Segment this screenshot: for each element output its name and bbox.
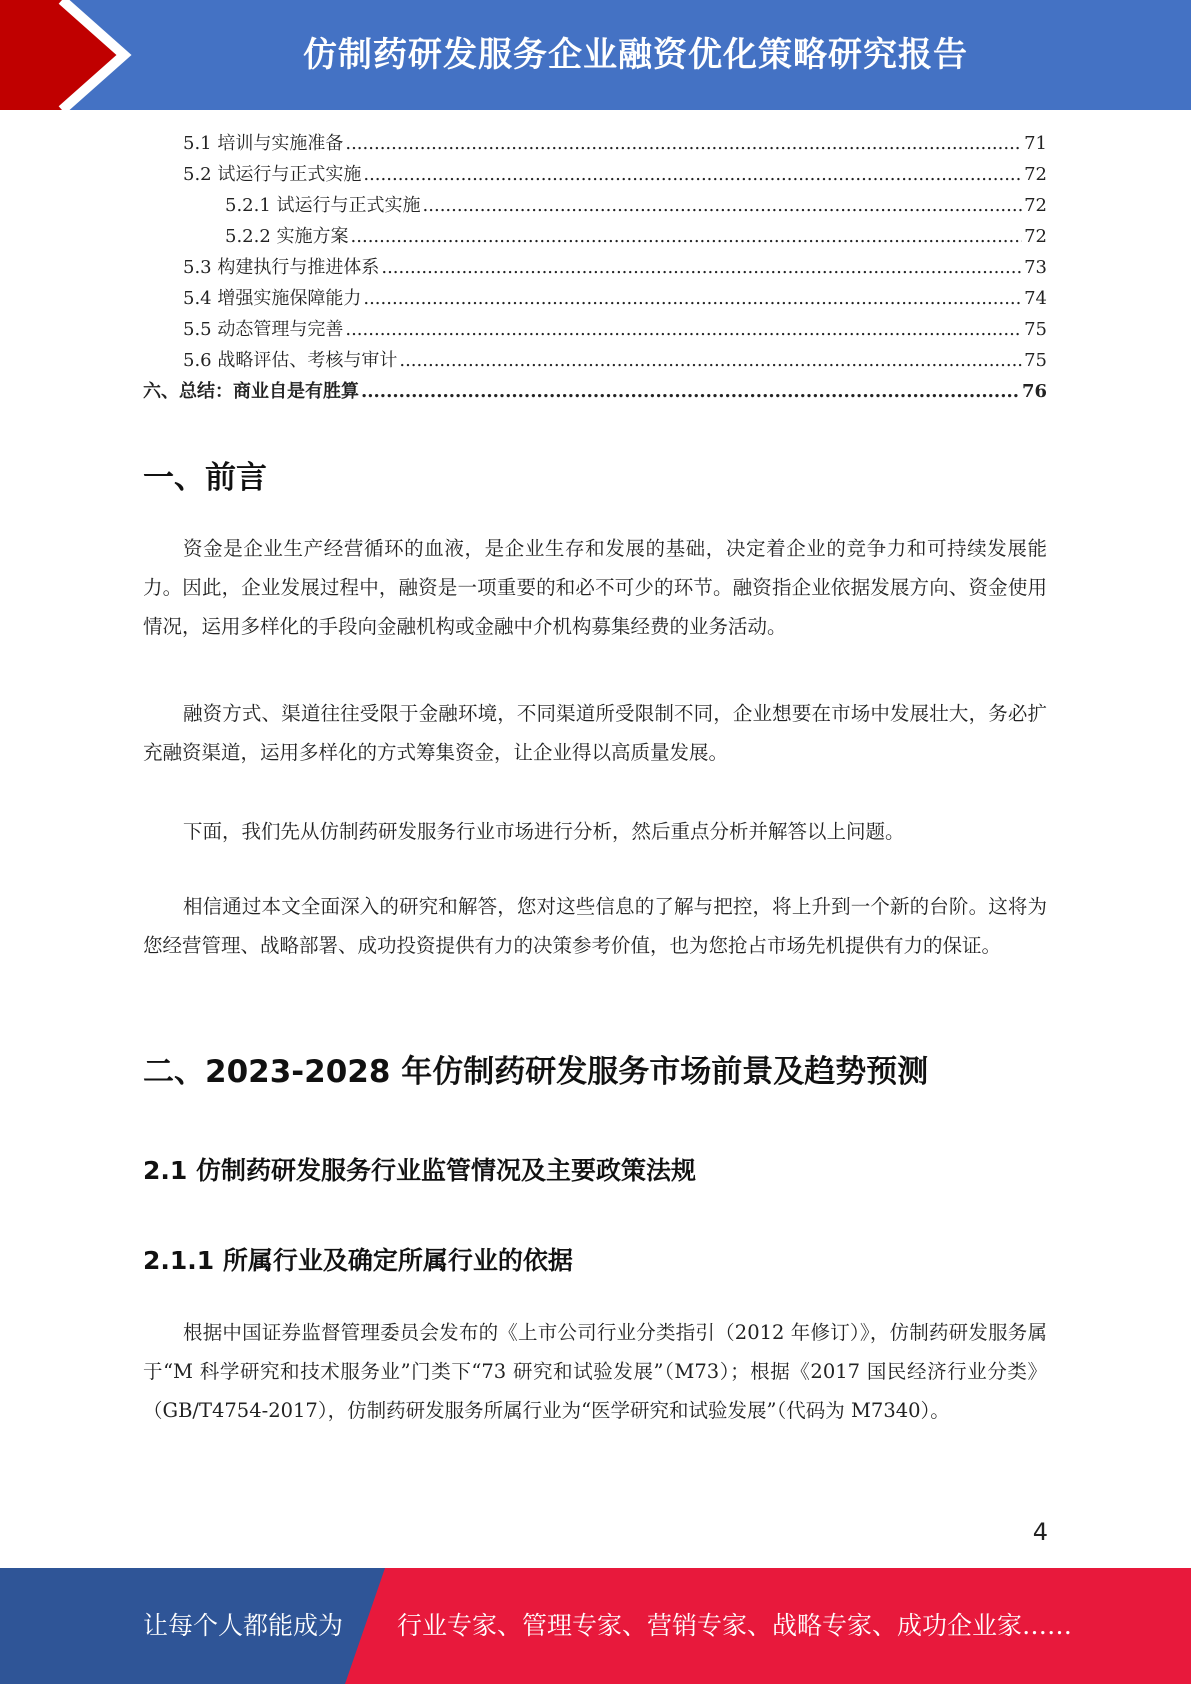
report-title: 仿制药研发服务企业融资优化策略研究报告 <box>303 35 968 75</box>
toc-entry[interactable] <box>143 314 1047 345</box>
section-2-1-1-heading: 2.1.1 所属行业及确定所属行业的依据 <box>143 1246 573 1275</box>
table-of-contents <box>143 128 1047 407</box>
toc-entry-label: 5.3 构建执行与推进体系 <box>183 257 380 278</box>
toc-entry-page: 72 <box>1024 164 1047 185</box>
toc-entry-label: 5.6 战略评估、考核与审计 <box>183 350 398 371</box>
toc-entry[interactable] <box>143 376 1047 407</box>
toc-entry[interactable] <box>143 221 1047 252</box>
toc-leader <box>381 252 1022 283</box>
toc-entry[interactable] <box>143 190 1047 221</box>
toc-leader <box>345 128 1022 159</box>
preface-heading: 一、前言 <box>143 460 267 496</box>
toc-entry-page: 72 <box>1024 195 1047 216</box>
toc-entry[interactable] <box>143 128 1047 159</box>
body-paragraph: 相信通过本文全面深入的研究和解答，您对这些信息的了解与把控，将上升到一个新的台阶。这将为您经营管理、战略部署、成功投资提供有力的决策参考价值，也为您抢占市场先机提供有力的保证。 <box>143 895 1047 957</box>
toc-entry-label: 六、总结：商业自是有胜算 <box>143 381 359 402</box>
toc-leader <box>423 190 1023 221</box>
toc-entry[interactable] <box>143 159 1047 190</box>
body-paragraph: 根据中国证券监督管理委员会发布的《上市公司行业分类指引（2012 年修订）》，仿制药研发服务属于“M 科学研究和技术服务业”门类下“73 研究和试验发展”（M73）；根据《2017 国民经济行业分类》（GB/T4754-2017），仿制药研发服务所属行业为“医学研究和试验发展”（代码为 M7340）。 <box>143 1321 1047 1422</box>
toc-entry-page: 71 <box>1024 133 1047 154</box>
chapter2-heading: 二、2023-2028 年仿制药研发服务市场前景及趋势预测 <box>143 1054 929 1090</box>
body-paragraph: 下面，我们先从仿制药研发服务行业市场进行分析，然后重点分析并解答以上问题。 <box>183 820 905 843</box>
toc-entry-page: 72 <box>1024 226 1047 247</box>
toc-leader <box>351 221 1023 252</box>
toc-leader <box>345 314 1022 345</box>
toc-entry-page: 76 <box>1021 381 1047 402</box>
toc-entry-page: 74 <box>1024 288 1047 309</box>
toc-entry-label: 5.2.2 实施方案 <box>225 226 349 247</box>
toc-leader <box>363 159 1022 190</box>
toc-entry-page: 75 <box>1024 319 1047 340</box>
section-2-1-heading: 2.1 仿制药研发服务行业监管情况及主要政策法规 <box>143 1156 696 1185</box>
toc-entry[interactable] <box>143 345 1047 376</box>
toc-entry-label: 5.5 动态管理与完善 <box>183 319 344 340</box>
page-footer <box>0 1568 1191 1684</box>
page-number: 4 <box>1032 1518 1048 1546</box>
footer-slogan-right: 行业专家、管理专家、营销专家、战略专家、成功企业家…… <box>397 1611 1073 1640</box>
toc-entry-label: 5.1 培训与实施准备 <box>183 133 344 154</box>
body-paragraph: 融资方式、渠道往往受限于金融环境，不同渠道所受限制不同，企业想要在市场中发展壮大，务必扩充融资渠道，运用多样化的方式筹集资金，让企业得以高质量发展。 <box>143 702 1047 764</box>
toc-leader <box>399 345 1022 376</box>
toc-entry-label: 5.2 试运行与正式实施 <box>183 164 362 185</box>
toc-leader <box>361 376 1020 407</box>
page-header <box>0 0 1191 110</box>
toc-leader <box>363 283 1022 314</box>
toc-entry-label: 5.4 增强实施保障能力 <box>183 288 362 309</box>
toc-entry[interactable] <box>143 283 1047 314</box>
toc-entry-label: 5.2.1 试运行与正式实施 <box>225 195 421 216</box>
toc-entry-page: 73 <box>1024 257 1047 278</box>
body-paragraph: 资金是企业生产经营循环的血液，是企业生存和发展的基础，决定着企业的竞争力和可持续发展能力。因此，企业发展过程中，融资是一项重要的和必不可少的环节。融资指企业依据发展方向、资金使用情况，运用多样化的手段向金融机构或金融中介机构募集经费的业务活动。 <box>143 537 1047 638</box>
toc-entry-page: 75 <box>1024 350 1047 371</box>
toc-entry[interactable] <box>143 252 1047 283</box>
footer-slogan-left: 让每个人都能成为 <box>143 1611 344 1640</box>
